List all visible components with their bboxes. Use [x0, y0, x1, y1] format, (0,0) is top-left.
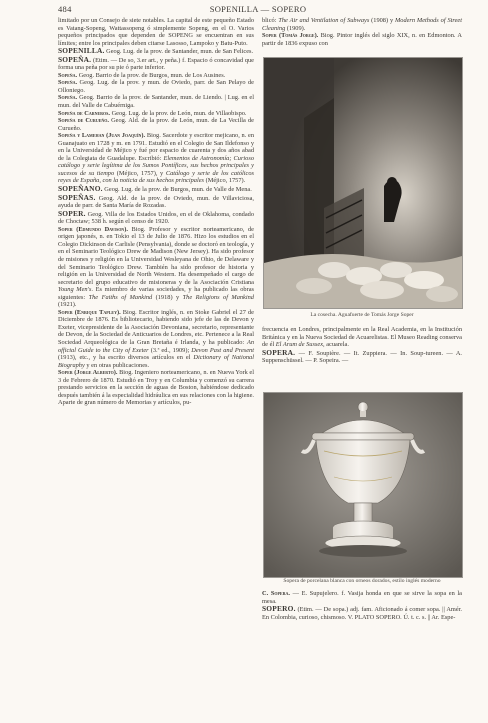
entry-soper-enrique: Soper (Enrique Tapley). Biog. Escritor inglés, n. en Stoke Gabriel el 27 de Diciembre de 1876. Es bibliotecario, habiendo sido jefe de las de Devon y Exeter, vicepresidente de la Asociación Devoniana, secretario, representante de Devon, de la Sociedad de Anticuarios de Londres, etc. Pertenece a la Real Sociedad Arqueológica de la Gran Bretaña é Irlanda, y ha publicado: An official Guide to the City of Exeter (3.ª ed., 1909); Devon Past and Present (1913), etc., y ha escrito diversos artículos en el Dictionary of National Biography y en otras publicaciones.: [58, 308, 254, 369]
entry-sopena: SOPEÑA. (Etim. — De so, 3.er art., y peña.) f. Espacio ó concavidad que forma una peña por su pie ó parte inferior.: [58, 54, 254, 72]
right-column-middle: [262, 326, 462, 365]
etching-illustration: [263, 57, 463, 309]
tureen-illustration: [263, 392, 463, 578]
entry-sopena-curueno: Sopeña de Curueño. Geog. Ald. de la prov. de León, mun. de La Vecilla de Curueño.: [58, 117, 254, 132]
right-column-bottom: [262, 590, 462, 621]
page-number: 484: [58, 4, 72, 14]
entry-sopero: SOPERO. (Etim. — De sopa.) adj. fam. Aficionado á comer sopa. || Amér. En Colombia, curioso, chismoso. V. PLATO SOPERO. Ú. t. c. s. || Ar. Espe-: [262, 604, 462, 621]
etching-image: [264, 58, 462, 308]
paragraph: blicó: The Air and Ventilation of Subways (1908) y Modern Methods of Street Cleaning (1909).: [262, 17, 463, 32]
entry-sopera-def: C. Sopera. — E. Supujelero. f. Vasija honda en que se sirve la sopa en la mesa.: [262, 590, 463, 605]
entry-soper-jorge: Soper (Jorge Alberto). Biog. Ingeniero norteamericano, n. en Nueva York el 3 de Febrero de 1870. Estudió en Troy y en Columbia y comenzó su carrera prestando servicios en la sección de aguas de Boston, habiéndose dedicado después también á la especialidad hidráulica en sus relaciones con la higiene. Aparte de gran número de Memorias y artículos, pu-: [58, 369, 255, 407]
paragraph: frecuencia en Londres, principalmente en la Real Academia, en la Institución Británica y en la Nueva Sociedad de Acuarelistas. El Museo Reading conserva de él El Arum de Sussex, acuarela.: [262, 326, 462, 349]
tureen-image: [264, 393, 462, 577]
entry-sopenas: SOPEÑAS. Geog. Ald. de la prov. de Oviedo, mun. de Villaviciosa, ayuda de parr. de Santa María de Rozadas.: [58, 192, 254, 210]
entry-sopenilla: SOPENILLA. Geog. Lug. de la prov. de Santander, mun. de San Felices.: [58, 46, 254, 56]
entry-soper-tomas: Soper (Tomás Jorge). Biog. Pintor inglés del siglo XIX, n. en Edmonton. A partir de 1836 expuso con: [262, 32, 462, 47]
paragraph: limitado por un Consejo de siete notables. La capital de este pequeño Estado es Vatang-Sopeng, Wattassopeng ó simplemente Sopeng, en el O. Varios pequeños principados que dependen de SOPENG se encuentran en sus límites; entre los principales deben citarse Lasosso, Lampoko y Batu-Puto.: [58, 17, 254, 47]
entry-sopena-burgos: Sopeña. Geog. Barrio de la prov. de Burgos, mun. de Los Ausines.: [58, 71, 226, 79]
figure-caption-tureen: Sopera de porcelana blanca con orneos dorados, estilo inglés moderno: [283, 578, 441, 584]
entry-sopena-carneros: Sopeña de Carneros. Geog. Lug. de la prov. de León, mun. de Villaobispo.: [58, 109, 247, 117]
entry-sopena-lamehan: Sopeña y Lamehan (Juan Joaquín). Biog. Sacerdote y escritor mejicano, n. en Guanajuato en 1728 y m. en 1791. Estudió en el Colegio de San Ildefonso y en la Universidad de Méjico y fué por espacio de cuarenta y dos años abad de la Colegiata de Guadalupe. Escribió: Elementos de Astronomía; Curioso catálogo y serie legítima de los Sumos Pontífices, sus hechos principales y sucesos de su tiempo (Méjico, 1757), y Catálogo y serie de los católicos reyes de España, con la noticia de sus hechos principales (Méjico, 1757).: [58, 132, 255, 185]
entry-sopena-oviedo: Sopeña. Geog. Lug. de la prov. y mun. de Oviedo, parr. de San Pelayo de Olloniego.: [58, 79, 254, 94]
entry-sopenano: SOPEÑANO. Geog. Lug. de la prov. de Burgos, mun. de Valle de Mena.: [58, 184, 252, 194]
running-head: SOPENILLA — SOPERO: [209, 4, 307, 14]
entry-soper-edmundo: Soper (Edmundo Davison). Biog. Profesor y escritor norteamericano, de origen japonés, n. en Tokio el 13 de Julio de 1876. Hizo los estudios en el Colegio Dickinson de Carlisle (Pensylvania), donde se doctoró en teología, y en el Seminario Teológico Drew de Madison (New Jersey). Ha sido profesor de misiones y religión en la Universidad Wesleyana de Ohio, de Delaware y del Seminario Teológico Drew. También ha sido profesor de historia y religión en la Universidad de North Western. Ha desempeñado el cargo de secretario del grupo educativo de misioneras y de la Asociación Cristiana Young Men's. Es miembro de varias sociedades, y ha publicado las obras siguientes: The Faiths of Mankind (1918) y The Religions of Mankind (1921).: [58, 225, 254, 309]
entry-sopena-santander: Sopeña. Geog. Barrio de la prov. de Santander, mun. de Liendo. | Lug. en el mun. del Valle de Cabuérniga.: [58, 94, 254, 110]
entry-soper: SOPER. Geog. Villa de los Estados Unidos, en el de Oklahoma, condado de Choctaw; 538 h. según el censo de 1920.: [58, 208, 254, 226]
figure-caption-etching: La cosecha. Aguafuerte de Tomás Jorge Soper: [310, 312, 414, 318]
right-column-top: [262, 17, 462, 47]
left-column: [58, 17, 254, 407]
entry-sopera: SOPERA. — F. Soupière. — It. Zuppiera. — In. Soup-tureen. — A. Suppenschüssel. — P. Sopeira. —: [262, 347, 462, 365]
